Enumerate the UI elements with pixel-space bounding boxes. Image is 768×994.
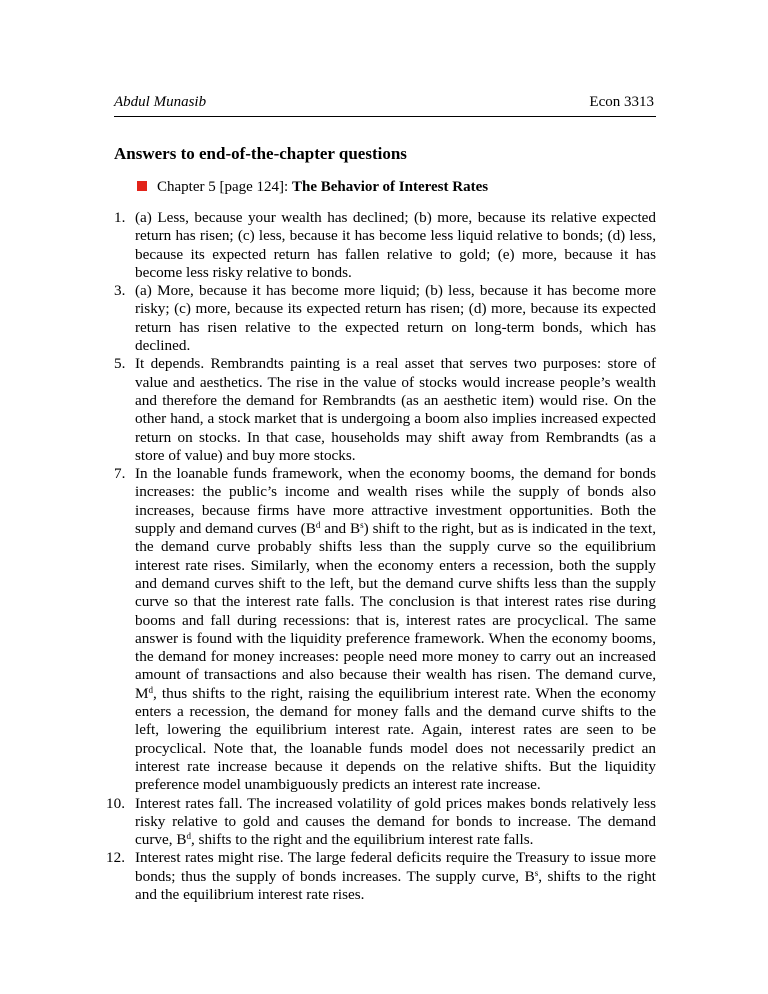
superscript: s (360, 520, 364, 531)
answer-text-part: ) shift to the right, but as is indicated in the text, the demand curve probably shifts less than the supply curve so the equilibrium interest rate rises. Similarly, when the economy enters a recession, both the supply and demand curves shift to the left, but the demand curve shifts less than the supply curve so that the interest rate falls. The conclusion is that interest rates rise during booms and fall during recessions: that is, interest rates are procyclical. The same answer is found with the liquidity preference framework. When the economy booms, the demand for money increases: people need more money to carry out an increased amount of transactions and also because their wealth has risen. The demand curve, M (135, 520, 656, 702)
answer-number: 3. (114, 282, 126, 300)
answer-number: 1. (114, 209, 126, 226)
superscript: d (315, 520, 321, 531)
answer-number: 7. (114, 465, 126, 483)
answer-text: (a) Less, because your wealth has declined; (b) more, because its relative expected return has risen; (c) less, because it has become less liquid relative to bonds; (d) less, because its expected return has fallen relative to gold; (e) more, because it has become less risky relative to bonds. (135, 209, 656, 281)
answer-number: 12. (106, 849, 125, 867)
answer-item (114, 209, 656, 282)
answer-text-part: Interest rates might rise. The large federal deficits require the Treasury to issue more bonds; thus the supply of bonds increases. The supply curve, B (135, 849, 656, 885)
answer-text: (a) More, because it has become more liquid; (b) less, because it has become more risky; (c) more, because its expected return has risen; (d) more, because its expected return has risen relative to the expected return on long-term bonds, which has declined. (135, 282, 656, 355)
answer-item (114, 465, 656, 794)
answer-text-part: , thus shifts to the right, raising the equilibrium interest rate. When the economy enters a recession, the demand for money falls and the demand curve shifts to the left, lowering the equilibrium interest rate. Again, interest rates are seen to be procyclical. Note that, the loanable funds model does not necessarily predict an interest rate increase because it depends on the relative shifts. But the liquidity preference model unambiguously predicts an interest rate increase. (135, 684, 656, 794)
superscript: d (186, 831, 191, 842)
answer-text-part: , shifts to the right and the equilibrium interest rate falls. (190, 831, 534, 849)
answer-item (114, 282, 656, 355)
answer-number: 5. (114, 355, 126, 373)
answer-item (114, 355, 656, 465)
answer-item (106, 849, 656, 904)
chapter-heading (137, 179, 488, 196)
answer-text-part: , shifts to the right and the equilibrium interest rate rises. (135, 867, 656, 903)
answer-text-part: and B (320, 520, 361, 538)
answer-number: 10. (106, 794, 125, 812)
course-code: Econ 3313 (589, 94, 654, 110)
chapter-topic: The Behavior of Interest Rates (291, 179, 489, 195)
author-name: Abdul Munasib (114, 94, 207, 110)
section-title: Answers to end-of-the-chapter questions (114, 144, 407, 163)
answer-text-part: In the loanable funds framework, when the economy booms, the demand for bonds increases: the public’s income and wealth rises while the supply of bonds also increases, because firms have more attractive investment opportunities. Both the supply and demand curves (B (135, 465, 656, 538)
superscript: s (534, 867, 539, 878)
answers-list (106, 209, 656, 904)
chapter-label: Chapter 5 [page 124]: (157, 179, 289, 195)
superscript: d (148, 684, 154, 695)
square-bullet-icon (137, 181, 147, 191)
answer-text: It depends. Rembrandts painting is a real asset that serves two purposes: store of value and aesthetics. The rise in the value of stocks would increase people’s wealth and therefore the demand for Rembrandts (as an aesthetic item) would rise. On the other hand, a stock market that is undergoing a boom also implies increased expected return on stocks. In that case, households may shift away from Rembrandts (as a store of value) and buy more stocks. (135, 355, 656, 464)
answer-item (106, 794, 656, 850)
page-header (114, 94, 656, 117)
answer-text-part: Interest rates fall. The increased volatility of gold prices makes bonds relatively less risky relative to gold and causes the demand for bonds to increase. The demand curve, B (135, 794, 656, 849)
